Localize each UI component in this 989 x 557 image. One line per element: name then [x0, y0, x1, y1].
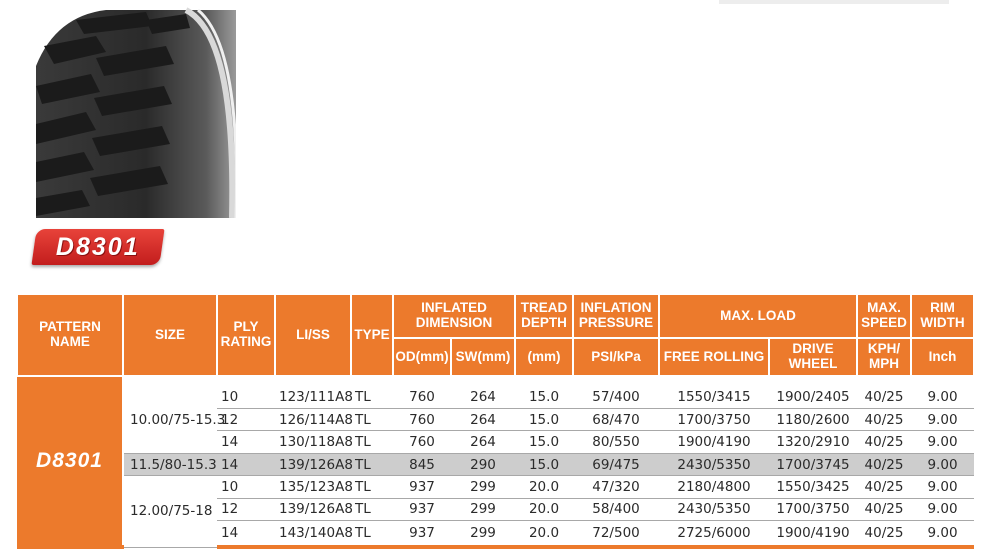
- tread-cell: 15.0: [515, 431, 573, 453]
- col-tread-unit: (mm): [515, 338, 573, 376]
- col-od: OD(mm): [393, 338, 451, 376]
- size-cell: 12.00/75-18: [123, 476, 217, 547]
- col-drive-wheel: DRIVE WHEEL: [769, 338, 857, 376]
- speed-cell: 40/25: [857, 386, 911, 408]
- top-decor-stripe: [719, 0, 949, 4]
- od-cell: 937: [393, 476, 451, 498]
- ply-cell: 14: [217, 521, 275, 547]
- pressure-cell: 58/400: [573, 498, 659, 520]
- free-rolling-cell: 2180/4800: [659, 476, 769, 498]
- drive-wheel-cell: 1700/3750: [769, 498, 857, 520]
- rim-cell: 9.00: [911, 498, 974, 520]
- speed-cell: 40/25: [857, 409, 911, 431]
- liss-cell: 130/118A8: [275, 431, 351, 453]
- size-cell: 11.5/80-15.3: [123, 453, 217, 475]
- speed-cell: 40/25: [857, 476, 911, 498]
- header-row-1: [17, 294, 974, 338]
- speed-cell: 40/25: [857, 431, 911, 453]
- sw-cell: 264: [451, 431, 515, 453]
- tread-cell: 20.0: [515, 498, 573, 520]
- od-cell: 845: [393, 453, 451, 475]
- drive-wheel-cell: 1700/3745: [769, 453, 857, 475]
- col-max-load: MAX. LOAD: [659, 294, 857, 338]
- col-pattern-name: PATTERN NAME: [17, 294, 123, 376]
- pressure-cell: 47/320: [573, 476, 659, 498]
- pattern-name-cell: D8301: [17, 376, 123, 547]
- sw-cell: 264: [451, 409, 515, 431]
- drive-wheel-cell: 1320/2910: [769, 431, 857, 453]
- speed-cell: 40/25: [857, 453, 911, 475]
- ply-cell: 14: [217, 431, 275, 453]
- sw-cell: 299: [451, 521, 515, 547]
- drive-wheel-cell: 1900/4190: [769, 521, 857, 547]
- pressure-cell: 80/550: [573, 431, 659, 453]
- ply-cell: 10: [217, 386, 275, 408]
- tread-cell: 15.0: [515, 409, 573, 431]
- od-cell: 937: [393, 498, 451, 520]
- sw-cell: 290: [451, 453, 515, 475]
- pressure-cell: 57/400: [573, 386, 659, 408]
- col-ply-rating: PLY RATING: [217, 294, 275, 376]
- speed-cell: 40/25: [857, 521, 911, 547]
- pattern-badge: [31, 229, 164, 265]
- free-rolling-cell: 1700/3750: [659, 409, 769, 431]
- col-rim-width: RIM WIDTH: [911, 294, 974, 338]
- col-type: TYPE: [351, 294, 393, 376]
- type-cell: TL: [351, 409, 393, 431]
- rim-cell: 9.00: [911, 409, 974, 431]
- pressure-cell: 68/470: [573, 409, 659, 431]
- type-cell: TL: [351, 521, 393, 547]
- liss-cell: 126/114A8: [275, 409, 351, 431]
- sw-cell: 264: [451, 386, 515, 408]
- col-inflation-pressure: INFLATION PRESSURE: [573, 294, 659, 338]
- ply-cell: 14: [217, 453, 275, 475]
- tread-cell: 15.0: [515, 453, 573, 475]
- type-cell: TL: [351, 476, 393, 498]
- tread-cell: 20.0: [515, 521, 573, 547]
- type-cell: TL: [351, 386, 393, 408]
- sw-cell: 299: [451, 476, 515, 498]
- rim-cell: 9.00: [911, 476, 974, 498]
- ply-cell: 10: [217, 476, 275, 498]
- pressure-cell: 69/475: [573, 453, 659, 475]
- free-rolling-cell: 1900/4190: [659, 431, 769, 453]
- liss-cell: 139/126A8: [275, 498, 351, 520]
- col-pressure-unit: PSI/kPa: [573, 338, 659, 376]
- free-rolling-cell: 1550/3415: [659, 386, 769, 408]
- col-sw: SW(mm): [451, 338, 515, 376]
- col-li-ss: LI/SS: [275, 294, 351, 376]
- type-cell: TL: [351, 498, 393, 520]
- pattern-badge-label: D8301: [56, 232, 140, 261]
- liss-cell: 143/140A8: [275, 521, 351, 547]
- col-speed-unit: KPH/ MPH: [857, 338, 911, 376]
- rim-cell: 9.00: [911, 453, 974, 475]
- liss-cell: 123/111A8: [275, 386, 351, 408]
- ply-cell: 12: [217, 498, 275, 520]
- col-size: SIZE: [123, 294, 217, 376]
- size-cell: 10.00/75-15.3: [123, 386, 217, 453]
- od-cell: 760: [393, 409, 451, 431]
- table-row: [17, 476, 974, 498]
- col-free-rolling: FREE ROLLING: [659, 338, 769, 376]
- free-rolling-cell: 2430/5350: [659, 453, 769, 475]
- tread-cell: 15.0: [515, 386, 573, 408]
- od-cell: 937: [393, 521, 451, 547]
- rim-cell: 9.00: [911, 431, 974, 453]
- sw-cell: 299: [451, 498, 515, 520]
- od-cell: 760: [393, 431, 451, 453]
- col-rim-unit: Inch: [911, 338, 974, 376]
- pressure-cell: 72/500: [573, 521, 659, 547]
- liss-cell: 139/126A8: [275, 453, 351, 475]
- od-cell: 760: [393, 386, 451, 408]
- table-row: [17, 453, 974, 475]
- rim-cell: 9.00: [911, 521, 974, 547]
- drive-wheel-cell: 1550/3425: [769, 476, 857, 498]
- col-tread-depth: TREAD DEPTH: [515, 294, 573, 338]
- type-cell: TL: [351, 431, 393, 453]
- drive-wheel-cell: 1900/2405: [769, 386, 857, 408]
- col-max-speed: MAX. SPEED: [857, 294, 911, 338]
- col-inflated-dimension: INFLATED DIMENSION: [393, 294, 515, 338]
- liss-cell: 135/123A8: [275, 476, 351, 498]
- drive-wheel-cell: 1180/2600: [769, 409, 857, 431]
- rim-cell: 9.00: [911, 386, 974, 408]
- spec-table: [16, 293, 975, 549]
- ply-cell: 12: [217, 409, 275, 431]
- tread-cell: 20.0: [515, 476, 573, 498]
- type-cell: TL: [351, 453, 393, 475]
- speed-cell: 40/25: [857, 498, 911, 520]
- free-rolling-cell: 2430/5350: [659, 498, 769, 520]
- table-row: [17, 386, 974, 408]
- free-rolling-cell: 2725/6000: [659, 521, 769, 547]
- tire-image: [36, 6, 236, 218]
